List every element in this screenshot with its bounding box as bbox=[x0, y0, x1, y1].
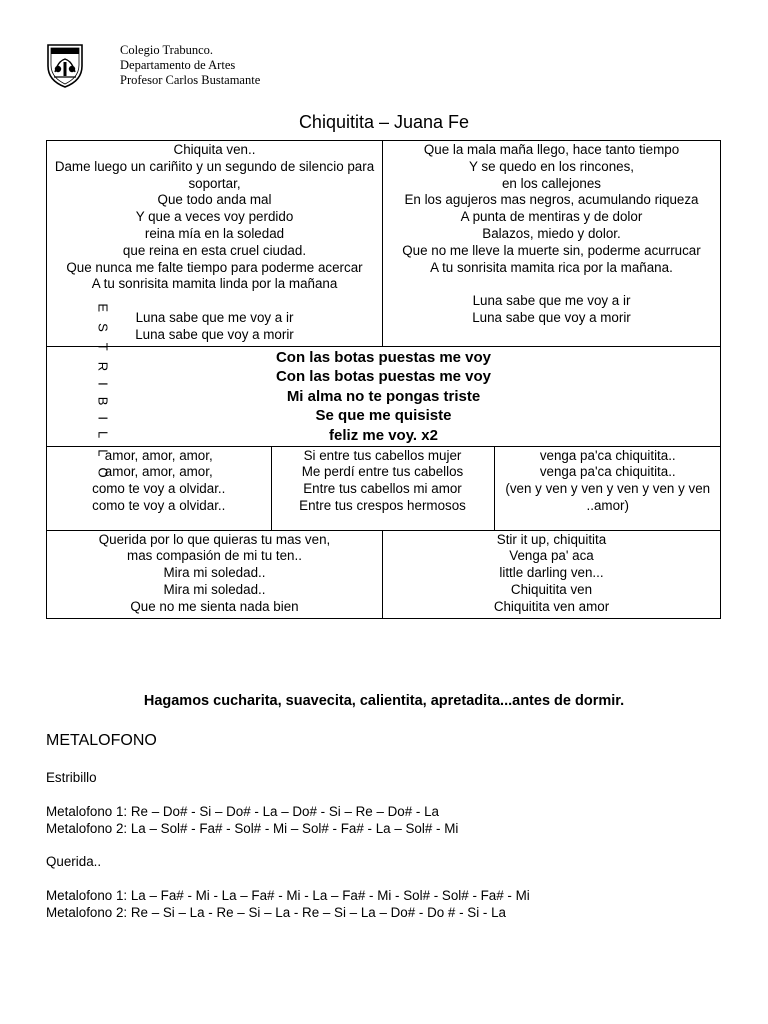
verse3-left bbox=[47, 530, 383, 618]
lyric-line: Que nunca me falte tiempo para poderme acercar bbox=[66, 259, 363, 275]
lyric-line: Entre tus cabellos mi amor bbox=[303, 481, 462, 497]
lyric-line: Mira mi soledad.. bbox=[163, 581, 266, 597]
lyric-line: Que no me sienta nada bien bbox=[130, 598, 299, 614]
lyric-line: Chiquitita ven bbox=[510, 581, 593, 597]
lyric-line: mas compasión de mi tu ten.. bbox=[127, 548, 302, 564]
song-title: Chiquitita – Juana Fe bbox=[298, 112, 470, 132]
chorus-line: Con las botas puestas me voy bbox=[275, 348, 492, 366]
lyric-line: Luna sabe que voy a morir bbox=[472, 309, 631, 325]
lyric-line: Y que a veces voy perdido bbox=[135, 209, 294, 225]
lyric-line: como te voy a olvidar.. bbox=[92, 481, 226, 497]
lyric-line: Querida por lo que quieras tu mas ven, bbox=[98, 531, 331, 547]
lyric-line: (ven y ven y ven y ven y ven y ven ..amor) bbox=[505, 481, 711, 513]
lyric-line: venga pa'ca chiquitita.. bbox=[539, 447, 676, 463]
metalofono-line: Metalofono 2: Re – Si – La - Re – Si – La - Re – Si – La – Do# - Do # - Si - La bbox=[46, 905, 506, 920]
document-header bbox=[46, 42, 726, 92]
lyric-line: A tu sonrisita mamita linda por la mañana bbox=[91, 276, 338, 292]
querida-label: Querida.. bbox=[46, 854, 102, 869]
lyric-line: Luna sabe que me voy a ir bbox=[135, 309, 294, 325]
header-text bbox=[120, 43, 260, 88]
lyric-line: Balazos, miedo y dolor. bbox=[482, 225, 621, 241]
lyric-line: como te voy a olvidar.. bbox=[92, 497, 226, 513]
lyric-line: venga pa'ca chiquitita.. bbox=[539, 464, 676, 480]
metalofono-line: Metalofono 2: La – Sol# - Fa# - Sol# - Mi – Sol# - Fa# - La – Sol# - Mi bbox=[46, 821, 459, 836]
verse2-subtable bbox=[47, 447, 721, 530]
lyric-line: Dame luego un cariñito y un segundo de silencio para soportar, bbox=[54, 158, 375, 191]
chorus-line: Se que me quisiste bbox=[315, 407, 452, 425]
lyrics-table bbox=[46, 140, 721, 619]
lyric-line: Chiquita ven.. bbox=[173, 142, 256, 157]
lyric-line: que reina en esta cruel ciudad. bbox=[122, 242, 307, 258]
lyric-line: Entre tus crespos hermosos bbox=[299, 497, 466, 513]
lyric-line: Chiquitita ven amor bbox=[493, 598, 610, 614]
lyric-line: little darling ven... bbox=[499, 565, 604, 581]
lyric-line: A tu sonrisita mamita rica por la mañana. bbox=[430, 259, 673, 275]
teacher-name: Profesor Carlos Bustamante bbox=[120, 73, 261, 87]
verse2-col3 bbox=[494, 447, 721, 530]
chorus-lines bbox=[47, 347, 720, 446]
lyric-line: amor, amor, amor, bbox=[104, 464, 213, 480]
lyric-line: Y se quedo en los rincones, bbox=[468, 158, 635, 174]
chorus-line: Mi alma no te pongas triste bbox=[286, 387, 481, 405]
lyric-line: amor, amor, amor, bbox=[104, 447, 213, 463]
chorus-row bbox=[47, 346, 721, 446]
lyric-line: En los agujeros mas negros, acumulando riqueza bbox=[404, 192, 699, 208]
verse2-col2 bbox=[271, 447, 494, 530]
verse1-row bbox=[47, 141, 721, 347]
department-name: Departamento de Artes bbox=[120, 58, 236, 72]
verse2-col1 bbox=[47, 447, 271, 530]
lyric-line: Que la mala maña llego, hace tanto tiempo bbox=[423, 142, 680, 157]
estribillo-label: Estribillo bbox=[46, 770, 97, 785]
lyric-line: Luna sabe que voy a morir bbox=[135, 326, 294, 342]
lyric-line: Si entre tus cabellos mujer bbox=[303, 447, 462, 463]
lyric-line: Venga pa' aca bbox=[509, 548, 594, 564]
lyric-line: Me perdí entre tus cabellos bbox=[301, 464, 464, 480]
lyric-line: Stir it up, chiquitita bbox=[496, 531, 607, 547]
verse2-row bbox=[47, 446, 721, 530]
metalofono-line: Metalofono 1: La – Fa# - Mi - La – Fa# - Mi - La – Fa# - Mi - Sol# - Sol# - Fa# - Mi bbox=[46, 888, 530, 903]
lyric-line: reina mía en la soledad bbox=[144, 225, 285, 241]
lyric-line: en los callejones bbox=[501, 175, 601, 191]
blank-line bbox=[387, 276, 716, 293]
verse1-right bbox=[383, 141, 721, 347]
school-name: Colegio Trabunco. bbox=[120, 43, 214, 57]
lyric-line: A punta de mentiras y de dolor bbox=[460, 209, 643, 225]
school-crest-logo bbox=[46, 42, 84, 88]
estribillo-vertical-label: ESTRIBILLO bbox=[95, 303, 111, 489]
verse2-cell bbox=[47, 446, 721, 530]
metalofono-line: Metalofono 1: Re – Do# - Si – Do# - La – Do# - Si – Re – Do# - La bbox=[46, 804, 439, 819]
slogan-line: Hagamos cucharita, suavecita, calientita, apretadita...antes de dormir. bbox=[143, 693, 625, 709]
verse3-right bbox=[383, 530, 721, 618]
verse3-row bbox=[47, 530, 721, 618]
chorus-line: feliz me voy. x2 bbox=[329, 426, 438, 444]
lyric-line: Luna sabe que me voy a ir bbox=[472, 293, 631, 309]
lyric-line: Mira mi soledad.. bbox=[163, 565, 266, 581]
chorus-line: Con las botas puestas me voy bbox=[275, 368, 492, 386]
lyric-line: Que no me lleve la muerte sin, poderme acurrucar bbox=[402, 242, 701, 258]
lyric-line: Que todo anda mal bbox=[157, 192, 272, 208]
section-title: METALOFONO bbox=[46, 732, 157, 749]
